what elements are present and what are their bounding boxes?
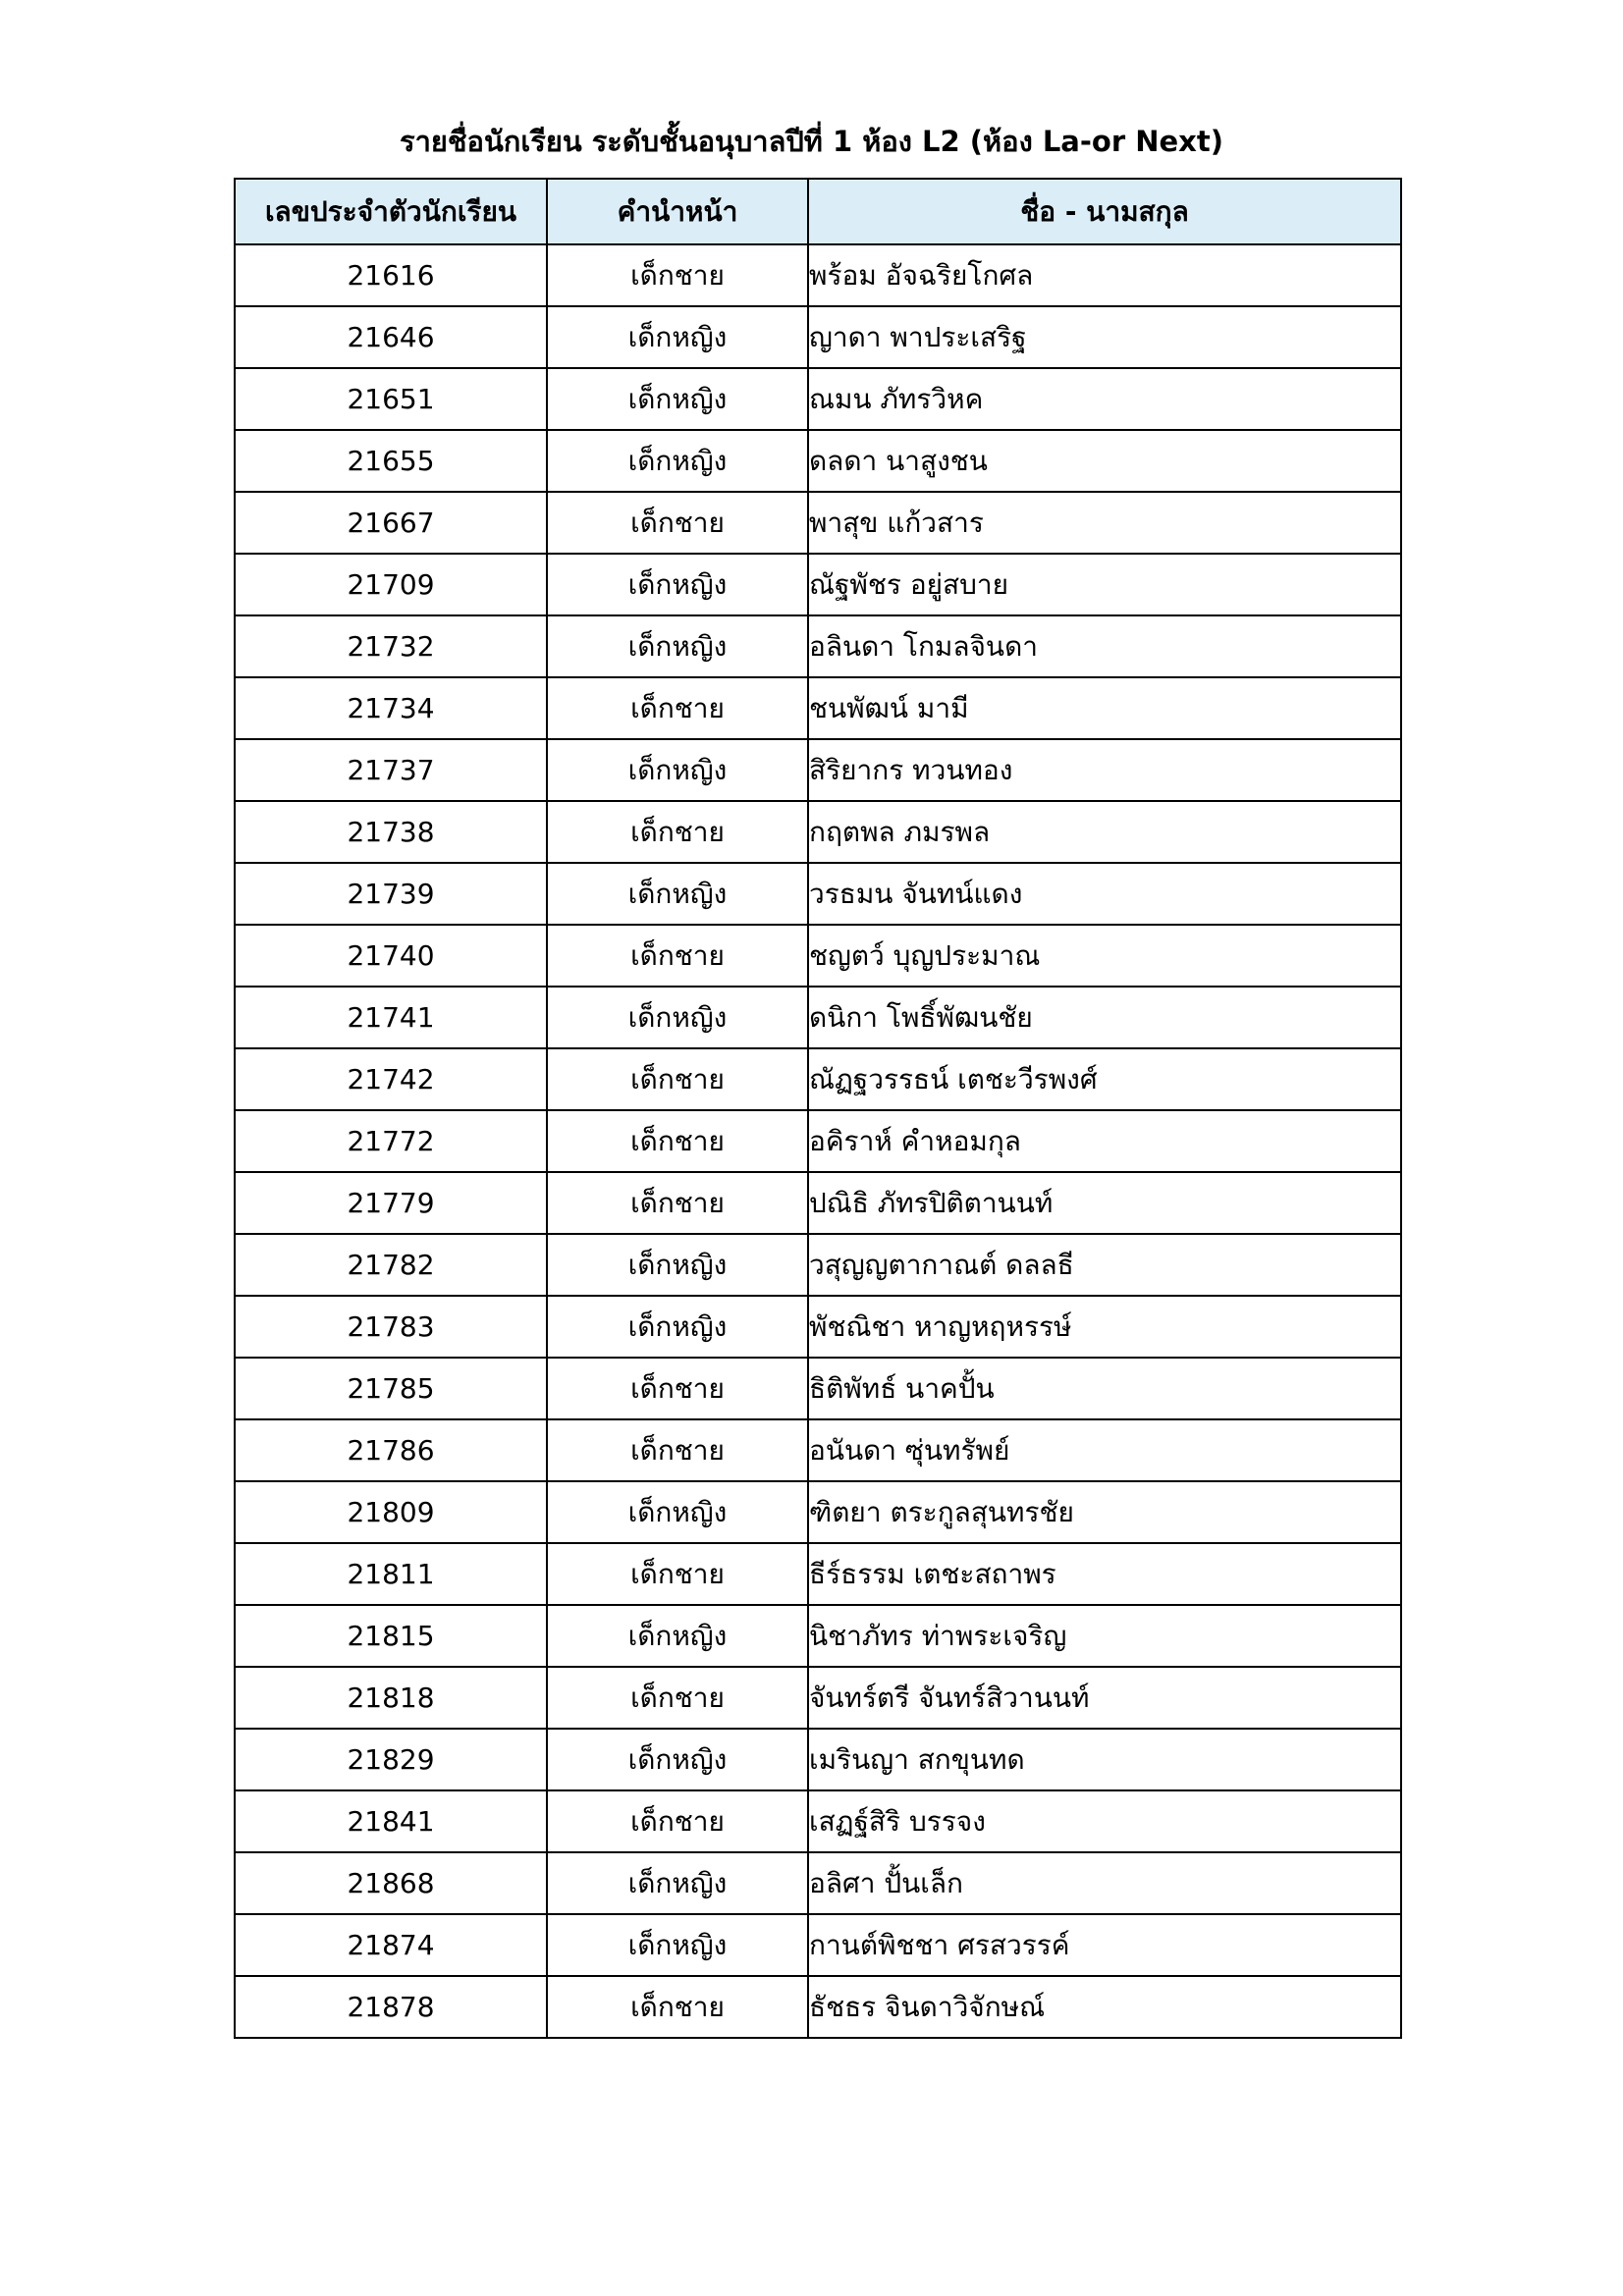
column-header-full-name: ชื่อ - นามสกุล <box>808 179 1401 244</box>
full-name-cell: อนันดา ซุ่นทรัพย์ <box>808 1419 1401 1481</box>
column-header-student-id: เลขประจำตัวนักเรียน <box>235 179 547 244</box>
table-row <box>235 1914 1401 1976</box>
full-name-cell: ณัฐพัชร อยู่สบาย <box>808 554 1401 615</box>
full-name-cell: สิริยากร ทวนทอง <box>808 739 1401 801</box>
prefix-cell: เด็กหญิง <box>547 1296 808 1358</box>
full-name-cell: ธัชธร จินดาวิจักษณ์ <box>808 1976 1401 2038</box>
table-row <box>235 1852 1401 1914</box>
table-row <box>235 615 1401 677</box>
table-row <box>235 1358 1401 1419</box>
student-id-cell: 21809 <box>235 1481 547 1543</box>
table-header <box>235 179 1401 244</box>
prefix-cell: เด็กชาย <box>547 1110 808 1172</box>
full-name-cell: พาสุข แก้วสาร <box>808 492 1401 554</box>
full-name-cell: พัชณิชา หาญหฤหรรษ์ <box>808 1296 1401 1358</box>
student-id-cell: 21740 <box>235 925 547 987</box>
full-name-cell: ธิติพัทธ์ นาคปั้น <box>808 1358 1401 1419</box>
prefix-cell: เด็กหญิง <box>547 863 808 925</box>
table-row <box>235 554 1401 615</box>
full-name-cell: ธีร์ธรรม เตชะสถาพร <box>808 1543 1401 1605</box>
table-row <box>235 1790 1401 1852</box>
header-row <box>235 179 1401 244</box>
prefix-cell: เด็กชาย <box>547 801 808 863</box>
student-id-cell: 21829 <box>235 1729 547 1790</box>
student-id-cell: 21732 <box>235 615 547 677</box>
table-row <box>235 430 1401 492</box>
prefix-cell: เด็กหญิง <box>547 739 808 801</box>
table-row <box>235 1543 1401 1605</box>
prefix-cell: เด็กชาย <box>547 677 808 739</box>
full-name-cell: เมรินญา สกขุนทด <box>808 1729 1401 1790</box>
student-id-cell: 21868 <box>235 1852 547 1914</box>
prefix-cell: เด็กชาย <box>547 1172 808 1234</box>
full-name-cell: จันทร์ตรี จันทร์สิวานนท์ <box>808 1667 1401 1729</box>
student-id-cell: 21646 <box>235 306 547 368</box>
student-id-cell: 21709 <box>235 554 547 615</box>
full-name-cell: อลินดา โกมลจินดา <box>808 615 1401 677</box>
table-row <box>235 1605 1401 1667</box>
prefix-cell: เด็กชาย <box>547 925 808 987</box>
student-id-cell: 21667 <box>235 492 547 554</box>
table-row <box>235 492 1401 554</box>
student-id-cell: 21742 <box>235 1048 547 1110</box>
table-row <box>235 987 1401 1048</box>
table-row <box>235 925 1401 987</box>
student-id-cell: 21772 <box>235 1110 547 1172</box>
prefix-cell: เด็กชาย <box>547 1358 808 1419</box>
prefix-cell: เด็กหญิง <box>547 1481 808 1543</box>
student-id-cell: 21739 <box>235 863 547 925</box>
student-id-cell: 21841 <box>235 1790 547 1852</box>
full-name-cell: นิชาภัทร ท่าพระเจริญ <box>808 1605 1401 1667</box>
prefix-cell: เด็กหญิง <box>547 1852 808 1914</box>
full-name-cell: ดนิกา โพธิ์พัฒนชัย <box>808 987 1401 1048</box>
full-name-cell: ชญตว์ บุญประมาณ <box>808 925 1401 987</box>
prefix-cell: เด็กชาย <box>547 1667 808 1729</box>
prefix-cell: เด็กชาย <box>547 1419 808 1481</box>
student-id-cell: 21616 <box>235 244 547 306</box>
student-id-cell: 21782 <box>235 1234 547 1296</box>
prefix-cell: เด็กชาย <box>547 1543 808 1605</box>
full-name-cell: ปณิธิ ภัทรปิติตานนท์ <box>808 1172 1401 1234</box>
student-id-cell: 21737 <box>235 739 547 801</box>
table-row <box>235 1481 1401 1543</box>
table-row <box>235 306 1401 368</box>
table-row <box>235 863 1401 925</box>
table-row <box>235 1667 1401 1729</box>
prefix-cell: เด็กหญิง <box>547 615 808 677</box>
prefix-cell: เด็กหญิง <box>547 1234 808 1296</box>
full-name-cell: อคิราห์ คำหอมกุล <box>808 1110 1401 1172</box>
full-name-cell: กฤตพล ภมรพล <box>808 801 1401 863</box>
student-roster-table <box>234 178 1402 2039</box>
full-name-cell: ฑิตยา ตระกูลสุนทรชัย <box>808 1481 1401 1543</box>
student-id-cell: 21785 <box>235 1358 547 1419</box>
prefix-cell: เด็กชาย <box>547 1048 808 1110</box>
full-name-cell: กานต์พิชชา ศรสวรรค์ <box>808 1914 1401 1976</box>
student-id-cell: 21741 <box>235 987 547 1048</box>
prefix-cell: เด็กหญิง <box>547 368 808 430</box>
student-id-cell: 21734 <box>235 677 547 739</box>
table-row <box>235 1419 1401 1481</box>
full-name-cell: เสฏฐ์สิริ บรรจง <box>808 1790 1401 1852</box>
student-id-cell: 21651 <box>235 368 547 430</box>
prefix-cell: เด็กชาย <box>547 244 808 306</box>
table-row <box>235 244 1401 306</box>
table-row <box>235 677 1401 739</box>
prefix-cell: เด็กหญิง <box>547 1605 808 1667</box>
full-name-cell: พร้อม อัจฉริยโกศล <box>808 244 1401 306</box>
full-name-cell: ณมน ภัทรวิหค <box>808 368 1401 430</box>
table-row <box>235 1729 1401 1790</box>
table-row <box>235 1976 1401 2038</box>
prefix-cell: เด็กหญิง <box>547 430 808 492</box>
student-id-cell: 21779 <box>235 1172 547 1234</box>
table-row <box>235 1172 1401 1234</box>
student-id-cell: 21878 <box>235 1976 547 2038</box>
prefix-cell: เด็กหญิง <box>547 1914 808 1976</box>
full-name-cell: วรธมน จันทน์แดง <box>808 863 1401 925</box>
prefix-cell: เด็กหญิง <box>547 987 808 1048</box>
student-id-cell: 21783 <box>235 1296 547 1358</box>
full-name-cell: ชนพัฒน์ มามี <box>808 677 1401 739</box>
full-name-cell: ญาดา พาประเสริฐ <box>808 306 1401 368</box>
table-row <box>235 801 1401 863</box>
full-name-cell: ดลดา นาสูงชน <box>808 430 1401 492</box>
column-header-prefix: คำนำหน้า <box>547 179 808 244</box>
prefix-cell: เด็กหญิง <box>547 554 808 615</box>
prefix-cell: เด็กหญิง <box>547 306 808 368</box>
page-title: รายชื่อนักเรียน ระดับชั้นอนุบาลปีที่ 1 ห้อง L2 (ห้อง La-or Next) <box>400 125 1223 158</box>
table-row <box>235 1234 1401 1296</box>
table-row <box>235 1110 1401 1172</box>
student-id-cell: 21738 <box>235 801 547 863</box>
table-row <box>235 1048 1401 1110</box>
table-body <box>235 244 1401 2038</box>
student-id-cell: 21818 <box>235 1667 547 1729</box>
student-id-cell: 21811 <box>235 1543 547 1605</box>
prefix-cell: เด็กชาย <box>547 492 808 554</box>
full-name-cell: อลิศา ปั้นเล็ก <box>808 1852 1401 1914</box>
full-name-cell: วสุญญตากาณต์ ดลลธี <box>808 1234 1401 1296</box>
table-row <box>235 368 1401 430</box>
full-name-cell: ณัฏฐวรรธน์ เตชะวีรพงศ์ <box>808 1048 1401 1110</box>
prefix-cell: เด็กหญิง <box>547 1729 808 1790</box>
prefix-cell: เด็กชาย <box>547 1790 808 1852</box>
student-id-cell: 21874 <box>235 1914 547 1976</box>
student-id-cell: 21815 <box>235 1605 547 1667</box>
table-row <box>235 739 1401 801</box>
student-id-cell: 21786 <box>235 1419 547 1481</box>
student-id-cell: 21655 <box>235 430 547 492</box>
prefix-cell: เด็กชาย <box>547 1976 808 2038</box>
table-row <box>235 1296 1401 1358</box>
